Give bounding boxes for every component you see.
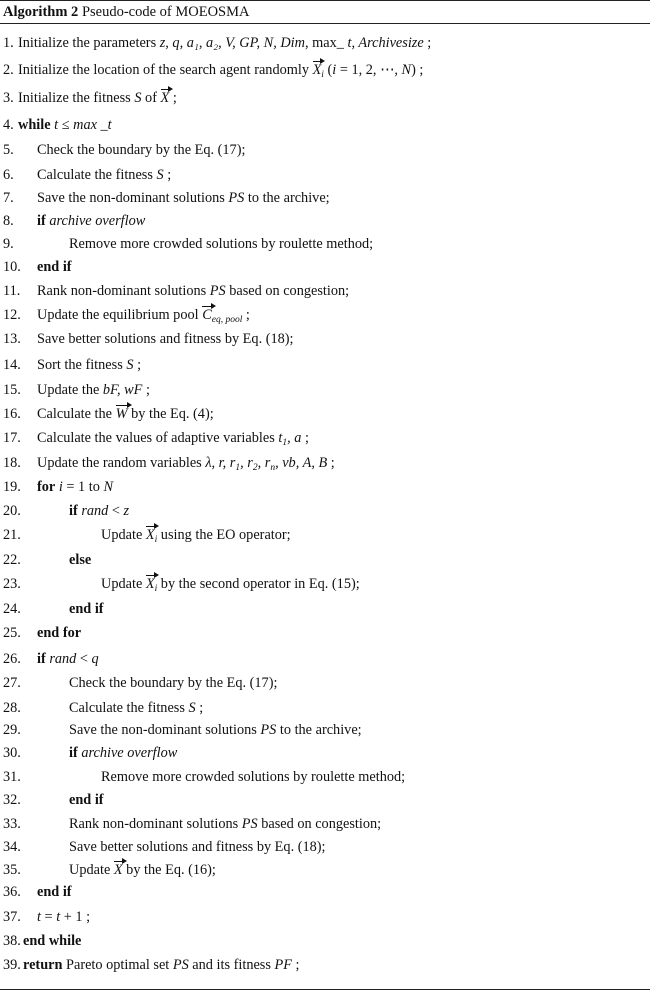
line-text-run: to the archive;	[244, 190, 330, 206]
line-text	[37, 166, 171, 184]
line-text	[37, 189, 330, 207]
pseudocode-line	[0, 624, 650, 642]
math-symbol: i	[332, 62, 337, 78]
line-number: 6.	[3, 167, 14, 183]
line-text-run: Update	[69, 862, 114, 878]
line-number: 3.	[3, 90, 14, 106]
line-text-run: = 1 to	[62, 479, 104, 495]
line-text-run: <	[108, 503, 124, 519]
line-text	[69, 502, 129, 520]
math-symbol: , r	[257, 455, 271, 471]
pseudocode-line	[0, 166, 650, 184]
line-number: 25.	[3, 625, 21, 641]
line-text	[69, 791, 104, 809]
line-number: 34.	[3, 839, 21, 855]
line-text-run: ;	[291, 957, 300, 973]
line-number: 26.	[3, 651, 21, 667]
pseudocode-line	[0, 189, 650, 207]
line-number: 1.	[3, 35, 14, 51]
line-text	[69, 838, 326, 856]
math-symbol: t	[54, 117, 59, 133]
subscript: i	[154, 584, 158, 594]
line-text-run: ;	[142, 382, 150, 398]
vector-symbol: X	[312, 62, 322, 78]
line-number: 13.	[3, 331, 21, 347]
pseudocode-line	[0, 381, 650, 399]
keyword: while	[18, 117, 51, 133]
line-text	[37, 212, 145, 230]
line-text-run: Save better solutions and fitness by Eq. (18);	[69, 839, 326, 855]
line-text-run: and its fitness	[188, 957, 275, 973]
line-text-run: Calculate the values of adaptive variables	[37, 430, 279, 446]
line-number: 11.	[3, 283, 21, 299]
line-text	[69, 861, 216, 879]
line-text-run: Initialize the fitness	[18, 90, 135, 106]
line-number: 27.	[3, 675, 21, 691]
algorithm-caption	[3, 3, 249, 21]
line-text-run: Remove more crowded solutions by roulette method;	[101, 769, 406, 785]
line-text-run: ;	[163, 167, 172, 183]
line-text	[69, 235, 373, 253]
line-text-run: Remove more crowded solutions by roulette method;	[69, 236, 374, 252]
math-symbol: N	[401, 62, 412, 78]
keyword: else	[69, 552, 92, 568]
pseudocode-line	[0, 141, 650, 159]
line-text-run: <	[76, 651, 92, 667]
line-text	[37, 454, 335, 472]
line-number: 28.	[3, 700, 21, 716]
line-number: 10.	[3, 259, 21, 275]
line-text-run: Save better solutions and fitness by Eq. (18);	[37, 331, 294, 347]
line-text	[69, 721, 362, 739]
pseudocode-line	[0, 405, 650, 423]
vector-symbol: W	[115, 406, 128, 422]
vector-symbol: X	[145, 576, 155, 592]
line-number: 36.	[3, 884, 21, 900]
subscript: eq, pool	[211, 315, 243, 325]
pseudocode-line	[0, 116, 650, 134]
line-text-run: of	[141, 90, 161, 106]
line-text-run: Check the boundary by the Eq. (17);	[69, 675, 278, 691]
line-text	[37, 282, 349, 300]
line-number: 19.	[3, 479, 21, 495]
line-text-run: ;	[423, 35, 432, 51]
line-text-run: + 1 ;	[60, 909, 91, 925]
vector-symbol: X	[160, 90, 170, 106]
line-text-run: Pareto optimal set	[62, 957, 173, 973]
math-symbol: PF	[274, 957, 292, 973]
line-text-run: based on congestion;	[257, 816, 382, 832]
math-symbol: PS	[260, 722, 277, 738]
line-number: 31.	[3, 769, 21, 785]
pseudocode-line	[0, 956, 650, 974]
line-number: 38.	[3, 933, 21, 949]
pseudocode-line	[0, 650, 650, 668]
line-text	[18, 61, 423, 79]
line-text-run: Calculate the fitness	[37, 167, 157, 183]
line-text	[37, 478, 113, 496]
line-text	[23, 932, 81, 950]
line-text-run: Update	[101, 576, 146, 592]
line-text-run: ;	[242, 307, 250, 323]
keyword: for	[37, 479, 56, 495]
math-symbol: S	[134, 90, 142, 106]
keyword: return	[23, 957, 63, 973]
line-text	[37, 405, 214, 423]
math-symbol: bF, wF	[102, 382, 143, 398]
line-text	[37, 258, 72, 276]
pseudocode-line	[0, 600, 650, 618]
pseudocode-line	[0, 282, 650, 300]
line-text	[18, 116, 112, 134]
pseudocode-line	[0, 699, 650, 717]
math-symbol: λ, r, r	[205, 455, 236, 471]
math-symbol: , a	[287, 430, 302, 446]
keyword: end if	[69, 792, 104, 808]
pseudocode-line	[0, 89, 650, 107]
line-number: 14.	[3, 357, 21, 373]
pseudocode-line	[0, 932, 650, 950]
line-number: 23.	[3, 576, 21, 592]
line-number: 4.	[3, 117, 14, 133]
line-text	[69, 699, 203, 717]
line-number: 33.	[3, 816, 21, 832]
pseudocode-line	[0, 883, 650, 901]
keyword: end while	[23, 933, 82, 949]
bottom-rule	[0, 989, 650, 990]
math-symbol: t	[37, 909, 41, 925]
line-number: 29.	[3, 722, 21, 738]
line-text-run: ≤	[58, 117, 74, 133]
line-text-run: Rank non-dominant solutions	[69, 816, 242, 832]
line-text	[37, 141, 245, 159]
line-text	[69, 674, 277, 692]
pseudocode-line	[0, 838, 650, 856]
keyword: if	[37, 651, 46, 667]
line-text-run: ;	[327, 455, 335, 471]
pseudocode-line	[0, 235, 650, 253]
math-symbol: PS	[172, 957, 189, 973]
line-text	[37, 650, 99, 668]
line-number: 8.	[3, 213, 14, 229]
pseudocode-line	[0, 258, 650, 276]
subscript: i	[321, 70, 324, 80]
line-number: 17.	[3, 430, 21, 446]
line-text-run: ;	[195, 700, 204, 716]
line-text-run: (	[323, 62, 333, 78]
line-text	[37, 356, 141, 374]
pseudocode-line	[0, 478, 650, 496]
math-text: max_	[312, 35, 348, 51]
line-number: 35.	[3, 862, 21, 878]
line-number: 18.	[3, 455, 21, 471]
vector-symbol: C	[202, 307, 212, 323]
pseudocode-line	[0, 212, 650, 230]
line-text	[37, 429, 309, 447]
math-symbol: S	[126, 357, 134, 373]
line-number: 22.	[3, 552, 21, 568]
line-text-run: Rank non-dominant solutions	[37, 283, 210, 299]
math-symbol: , vb, A, B	[275, 455, 328, 471]
subscript: 1	[282, 438, 288, 448]
math-symbol: PS	[241, 816, 258, 832]
math-symbol: rand	[81, 503, 109, 519]
math-symbol: PS	[209, 283, 226, 299]
pseudocode-line	[0, 815, 650, 833]
line-number: 30.	[3, 745, 21, 761]
pseudocode-line	[0, 454, 650, 472]
line-text	[37, 624, 81, 642]
subscript: 2	[252, 463, 258, 473]
line-number: 16.	[3, 406, 21, 422]
pseudocode-line	[0, 551, 650, 569]
line-text-run: ) ;	[411, 62, 424, 78]
keyword: if	[69, 745, 82, 761]
line-text-run: Update the equilibrium pool	[37, 307, 203, 323]
line-text-run: Sort the fitness	[37, 357, 127, 373]
line-text-run: Update	[101, 527, 146, 543]
pseudocode-line	[0, 768, 650, 786]
math-symbol: S	[188, 700, 196, 716]
pseudocode-line	[0, 330, 650, 348]
keyword: end if	[69, 601, 104, 617]
line-number: 2.	[3, 62, 14, 78]
line-text-run: ;	[169, 90, 177, 106]
top-rule	[0, 0, 650, 1]
line-text-run: Calculate the	[37, 406, 116, 422]
keyword: end if	[37, 259, 72, 275]
line-number: 5.	[3, 142, 14, 158]
line-text-run: based on congestion;	[225, 283, 350, 299]
pseudocode-line	[0, 356, 650, 374]
line-text	[18, 34, 431, 52]
line-text	[37, 306, 250, 324]
math-symbol: z, q, a₁, a₂, V, GP, N, Dim,	[159, 35, 313, 51]
line-text	[101, 768, 405, 786]
vector-symbol: X	[113, 862, 123, 878]
math-symbol: q	[91, 651, 99, 667]
math-symbol: t	[56, 909, 61, 925]
math-symbol: archive overflow	[49, 213, 146, 229]
math-symbol: S	[156, 167, 164, 183]
line-text	[37, 330, 294, 348]
pseudocode-line	[0, 526, 650, 544]
line-text-run: Calculate the fitness	[69, 700, 189, 716]
line-text	[69, 551, 91, 569]
math-symbol: i	[58, 479, 63, 495]
line-text	[101, 575, 360, 593]
line-number: 20.	[3, 503, 21, 519]
line-text	[69, 815, 381, 833]
keyword: end if	[37, 884, 72, 900]
keyword: if	[37, 213, 50, 229]
pseudocode-line	[0, 429, 650, 447]
line-text	[37, 908, 90, 926]
line-number: 37.	[3, 909, 21, 925]
line-text-run: Save the non-dominant solutions	[69, 722, 261, 738]
line-text	[37, 381, 150, 399]
pseudocode-line	[0, 744, 650, 762]
pseudocode-line	[0, 502, 650, 520]
caption-label: Algorithm 2	[3, 4, 79, 20]
line-text-run: by the second operator in Eq. (15);	[157, 576, 360, 592]
line-number: 7.	[3, 190, 14, 206]
line-text-run: by the Eq. (16);	[122, 862, 216, 878]
math-symbol: N	[103, 479, 114, 495]
keyword: end for	[37, 625, 82, 641]
line-text	[23, 956, 300, 974]
pseudocode-line	[0, 861, 650, 879]
line-text	[69, 744, 177, 762]
vector-symbol: X	[145, 527, 155, 543]
line-number: 21.	[3, 527, 21, 543]
math-symbol: z	[123, 503, 130, 519]
line-text	[101, 526, 291, 544]
math-symbol: t, Archivesize	[347, 35, 424, 51]
line-text-run: Initialize the parameters	[18, 35, 160, 51]
pseudocode-line	[0, 791, 650, 809]
pseudocode-line	[0, 306, 650, 324]
subscript: i	[154, 535, 158, 545]
line-number: 12.	[3, 307, 21, 323]
subscript: n	[270, 463, 276, 473]
line-text	[18, 89, 177, 107]
line-text-run: = 1, 2, ⋯,	[336, 62, 402, 78]
line-text-run: by the Eq. (4);	[127, 406, 214, 422]
pseudocode-line	[0, 61, 650, 79]
line-text-run: using the EO operator;	[157, 527, 291, 543]
line-text-run: =	[40, 909, 57, 925]
pseudocode-line	[0, 721, 650, 739]
line-text-run: ;	[301, 430, 309, 446]
line-number: 24.	[3, 601, 21, 617]
line-number: 9.	[3, 236, 14, 252]
math-symbol: max _t	[73, 117, 112, 133]
math-symbol: , r	[240, 455, 253, 471]
line-text-run: Save the non-dominant solutions	[37, 190, 229, 206]
math-symbol: PS	[228, 190, 245, 206]
line-number: 39.	[3, 957, 21, 973]
line-text-run: Check the boundary by the Eq. (17);	[37, 142, 246, 158]
line-text-run: Update the random variables	[37, 455, 206, 471]
caption-title: Pseudo-code of MOEOSMA	[81, 4, 250, 20]
math-symbol: archive overflow	[81, 745, 178, 761]
math-symbol: rand	[49, 651, 77, 667]
line-text-run: to the archive;	[276, 722, 362, 738]
pseudocode-line	[0, 575, 650, 593]
line-text	[37, 883, 72, 901]
keyword: if	[69, 503, 78, 519]
math-symbol: t	[278, 430, 283, 446]
subscript: 1	[235, 463, 241, 473]
line-text-run: Initialize the location of the search agent randomly	[18, 62, 313, 78]
caption-rule	[0, 23, 650, 24]
line-number: 32.	[3, 792, 21, 808]
line-text-run: ;	[133, 357, 142, 373]
line-text-run: Update the	[37, 382, 103, 398]
pseudocode-line	[0, 34, 650, 52]
pseudocode-line	[0, 908, 650, 926]
line-text	[69, 600, 104, 618]
pseudocode-line	[0, 674, 650, 692]
line-number: 15.	[3, 382, 21, 398]
